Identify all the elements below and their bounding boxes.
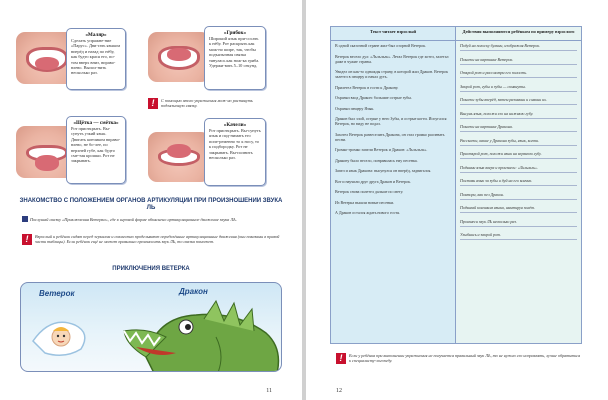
exclamation-icon: !: [148, 98, 158, 109]
table-row: Громко-громко запели Ветерок и Дракон: «Льльльль».: [335, 147, 428, 152]
table-row: Ветерок весело дул: «Льльльль». Летал Ветерок где хотел, залетал даже в чужие страны.: [335, 53, 449, 64]
bottom-warning: [336, 353, 582, 364]
table-row: Поставь язык за зубы и дуй на его кончик.: [460, 178, 577, 186]
table-row: Дракону было весело, понравилась ему песенка.: [335, 157, 418, 163]
exercise-title: «Щётка — смётка»: [73, 120, 119, 126]
table-row: Дракон был злой, острые у него Зубы, и острые когти. Испугался Ветерок, но виду не подал.: [335, 116, 447, 126]
page-number: 11: [266, 388, 272, 394]
caption-wind: Ветерок: [39, 289, 75, 298]
exercise-text: Широкий язык при-сосать к нёбу. Рот раскрыть как мож-но шире, так, чтобы подъязычная связка тянулась как нож-ка гриба. Удержи-вать 5–10 секунд.: [209, 36, 260, 69]
story-table: [330, 26, 582, 344]
section-title-adventures: ПРИКЛЮЧЕНИЯ ВЕТЕРКА: [112, 266, 190, 272]
instruction-text: Взрослый и ребёнок сидят перед зеркалом и совместно проделывают определённые артикуляционные движения (они показаны в правой части таблицы). Если ребёнок ещё не может правильно произносить звук ЛЬ, то сказка поможет.: [35, 234, 280, 245]
exercise-card: [204, 118, 266, 186]
table-column-child: [456, 27, 581, 343]
table-row: Запел и язык Дракона: высунулся он вперёд, задвигался.: [335, 168, 432, 173]
table-row: А Дракон остался ждать нового гостя.: [335, 210, 400, 215]
table-row: Приоткрой рот, положи язык на верхнюю губу.: [460, 151, 577, 159]
adult-rows: [331, 41, 455, 223]
table-row: Покажи на картинке Ветерок.: [460, 57, 577, 65]
exercise-card: [66, 28, 126, 90]
caption-dragon: Дракон: [179, 287, 208, 296]
exercise-card: [204, 26, 266, 90]
intro-paragraph: Послушай сказку «Приключения Ветерка», где в игровой форме объяснено артикуляционное движение звука ЛЬ.: [22, 216, 284, 222]
table-row: Открой рот и рассмотри его полость.: [460, 70, 577, 78]
left-page: [0, 0, 302, 400]
page-number: 12: [336, 388, 342, 394]
exclamation-icon: !: [336, 353, 346, 364]
dragon-icon: [116, 297, 282, 372]
table-row: Покажи на картинке Дракона.: [460, 124, 577, 132]
exercise-malyar: [16, 26, 146, 96]
exercise-text: Сделать упражне-ние «Парус». Дви-гать языком вперёд и назад по нёбу, как будто крася его, по-том вверх вниз, вправо-влево. Выпол-нить несколько раз.: [71, 38, 121, 76]
table-row: Подвигай кончиком языка, имитируя полёт.: [460, 205, 577, 213]
exercise-shchetka: [16, 114, 146, 186]
table-row: Повтори, как пел Дракон.: [460, 192, 577, 200]
child-rows: [456, 41, 581, 248]
exercise-text: Рот приоткрыть. Вы-сунуть язык и под-нимать его попе-ременно то к носу, то к подбородку. Рот не закрывать. Вы-полнить несколько раз.: [209, 128, 261, 161]
exercise-card: [66, 116, 126, 184]
wind-character-icon: [31, 311, 93, 361]
exclamation-icon: !: [22, 234, 32, 245]
table-row: Ветерок снова полетел дальше по свету.: [335, 189, 404, 194]
table-row: Расскажи, какие у Дракона зубы, язык, когти.: [460, 138, 577, 146]
table-row: Вот и научили друг друга Дракон и Ветерок.: [335, 178, 411, 184]
table-row: Охранял вход Дракон: большие острые зубы.: [335, 95, 412, 100]
exercise-text: Рот приоткрыть. Вы-сунуть узкий язык. Двигать кончиком вправо-влево, не бо-лее, по верхней губе, как будто сме-тая крошки. Рот не закрывать.: [71, 126, 121, 164]
table-row: Произнеси звук ЛЬ несколько раз.: [460, 219, 577, 227]
table-row: Охранял пещеру Язык.: [335, 105, 375, 111]
section-title-articulation: ЗНАКОМСТВО С ПОЛОЖЕНИЕМ ОРГАНОВ АРТИКУЛЯЦИИ ПРИ ПРОИЗНОШЕНИИ ЗВУКА ЛЬ: [19, 198, 283, 211]
exercise-title: «Грибок»: [223, 30, 247, 36]
exercise-title: «Маляр»: [85, 32, 107, 38]
table-row: Высунь язык, положи его на нижнюю губу.: [460, 111, 577, 119]
exercise-gribok: [148, 22, 288, 92]
mid-warning: [148, 98, 272, 109]
column-header: Действия выполняются ребёнком по примеру взрослого: [456, 27, 581, 41]
table-row: В одной сказочной стране жил-был озорной Ветерок.: [335, 43, 427, 48]
table-row: Закрой рот, губы и зубы — сомкнуты.: [460, 84, 577, 92]
exercise-kacheli: [148, 118, 288, 190]
bottom-warning-text: Если у ребёнка при выполнении упражнения не получается правильный звук ЛЬ, то не нужно его исправлять, лучше обратиться к специалисту-логопеду.: [349, 353, 581, 364]
table-row: Подними язык вверх и произнеси: «Льльльль».: [460, 165, 577, 173]
table-row: Захотел Ветерок развеселить Дракона, он стал громко распевать песни.: [335, 131, 445, 142]
table-row: Из Ветерка вышли новые песенки.: [335, 199, 395, 205]
mouth-photo: [148, 32, 210, 82]
column-header: Текст читает взрослый: [331, 27, 455, 41]
table-row: Подуй на полоску бумаги, изображая Ветерок.: [460, 43, 577, 51]
table-row: Покажи зубы вперёд, затем разомкни и сомкни их.: [460, 97, 577, 105]
table-row: Прилетел Ветерок в гости к Дракону.: [335, 84, 399, 90]
mouth-photo: [148, 132, 210, 182]
exercise-title: «Качели»: [223, 122, 247, 128]
table-row: Улыбнись и закрой рот.: [460, 232, 577, 240]
square-bullet-icon: [22, 216, 28, 222]
table-row: Увидел он как-то однажды страну, в которой жил Дракон. Ветерок залетел в пещеру и начал дуть.: [335, 69, 449, 79]
mid-warning-text: С помощью этого упражнения мож-но растянуть подъязычную связку.: [161, 98, 253, 109]
right-page: [306, 0, 608, 400]
instruction-warning: [22, 234, 284, 245]
table-column-adult: [331, 27, 456, 343]
story-illustration: [20, 282, 282, 372]
